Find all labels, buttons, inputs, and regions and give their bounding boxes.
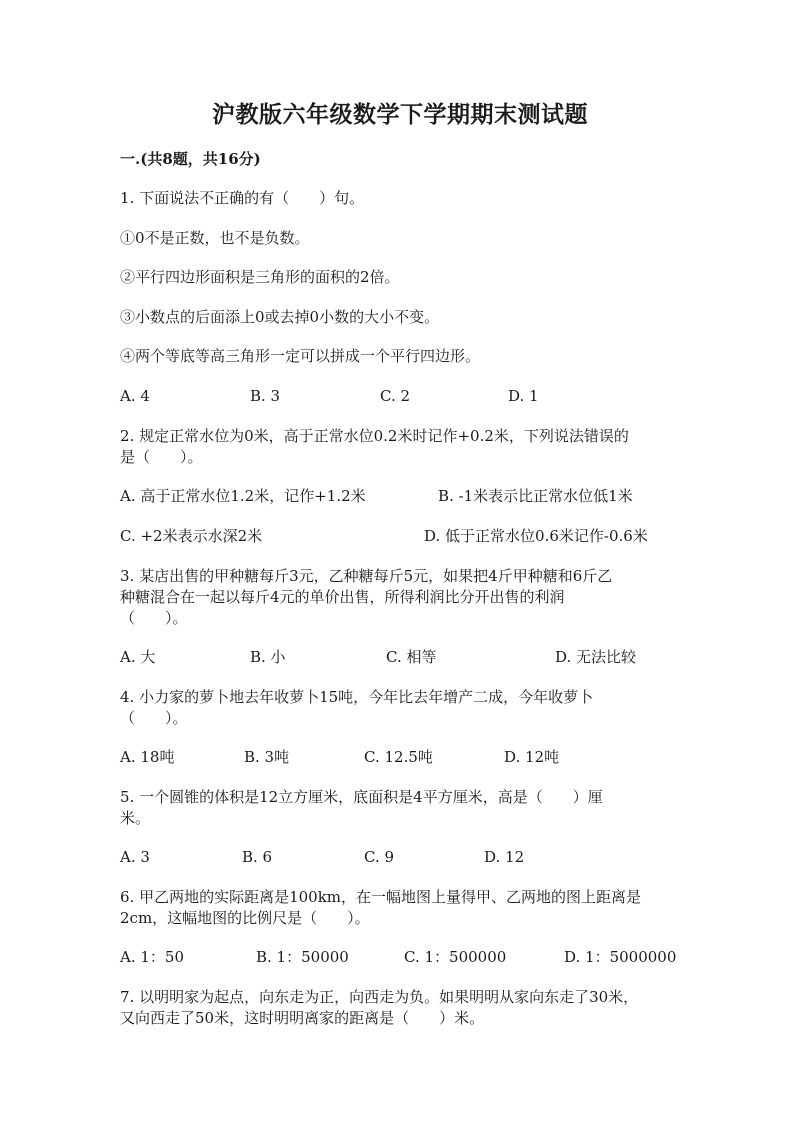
question-1-option-b: B. 3	[250, 387, 281, 405]
question-6-option-a: A. 1：50	[120, 948, 184, 966]
question-1-statement-2: ②平行四边形面积是三角形的面积的2倍。	[120, 268, 400, 286]
question-2-option-c: C. +2米表示水深2米	[120, 527, 263, 545]
question-4-option-c: C. 12.5吨	[364, 748, 433, 766]
question-6-option-b: B. 1：50000	[256, 948, 349, 966]
question-5-stem-line-2: 米。	[120, 809, 151, 827]
question-3-option-d: D. 无法比较	[555, 648, 637, 666]
question-1-statement-1: ①0不是正数，也不是负数。	[120, 229, 310, 247]
question-3-option-b: B. 小	[250, 648, 286, 666]
question-3-stem-line-3: （ ）。	[120, 609, 188, 627]
question-4-option-b: B. 3吨	[244, 748, 290, 766]
question-4-option-d: D. 12吨	[504, 748, 560, 766]
question-5-stem-line-1: 5. 一个圆锥的体积是12立方厘米，底面积是4平方厘米，高是（ ）厘	[120, 788, 603, 806]
question-2-option-a: A. 高于正常水位1.2米，记作+1.2米	[120, 487, 366, 505]
question-1-option-d: D. 1	[508, 387, 539, 405]
question-1-option-a: A. 4	[120, 387, 150, 405]
question-4-option-a: A. 18吨	[120, 748, 175, 766]
question-3-stem-line-2: 种糖混合在一起以每斤4元的单价出售，所得利润比分开出售的利润	[120, 588, 565, 606]
question-3-option-a: A. 大	[120, 648, 156, 666]
question-6-stem-line-2: 2cm，这幅地图的比例尺是（ ）。	[120, 909, 370, 927]
question-2-option-d: D. 低于正常水位0.6米记作-0.6米	[424, 527, 648, 545]
question-2-stem-line-2: 是（ ）。	[120, 448, 203, 466]
page-title: 沪教版六年级数学下学期期末测试题	[212, 101, 588, 128]
question-3-stem-line-1: 3. 某店出售的甲种糖每斤3元，乙种糖每斤5元，如果把4斤甲种糖和6斤乙	[120, 567, 613, 585]
question-1-statement-3: ③小数点的后面添上0或去掉0小数的大小不变。	[120, 308, 440, 326]
question-5-option-d: D. 12	[484, 848, 525, 866]
question-2-option-b: B. -1米表示比正常水位低1米	[438, 487, 633, 505]
question-6-option-d: D. 1：5000000	[564, 948, 677, 966]
question-3-option-c: C. 相等	[386, 648, 437, 666]
question-7-stem-line-2: 又向西走了50米，这时明明离家的距离是（ ）米。	[120, 1009, 485, 1027]
question-4-stem-line-2: （ ）。	[120, 709, 188, 727]
question-5-option-a: A. 3	[120, 848, 150, 866]
question-6-stem-line-1: 6. 甲乙两地的实际距离是100km，在一幅地图上量得甲、乙两地的图上距离是	[120, 888, 642, 906]
question-5-option-b: B. 6	[242, 848, 273, 866]
question-1-stem: 1. 下面说法不正确的有（ ）句。	[120, 189, 365, 207]
question-6-option-c: C. 1：500000	[404, 948, 507, 966]
question-7-stem-line-1: 7. 以明明家为起点，向东走为正，向西走为负。如果明明从家向东走了30米，	[120, 988, 639, 1006]
question-5-option-c: C. 9	[364, 848, 395, 866]
question-4-stem-line-1: 4. 小力家的萝卜地去年收萝卜15吨，今年比去年增产二成，今年收萝卜	[120, 688, 594, 706]
question-1-statement-4: ④两个等底等高三角形一定可以拼成一个平行四边形。	[120, 347, 481, 365]
section-heading: 一.(共8题，共16分)	[120, 150, 261, 168]
question-2-stem-line-1: 2. 规定正常水位为0米，高于正常水位0.2米时记作+0.2米，下列说法错误的	[120, 427, 629, 445]
question-1-option-c: C. 2	[380, 387, 411, 405]
